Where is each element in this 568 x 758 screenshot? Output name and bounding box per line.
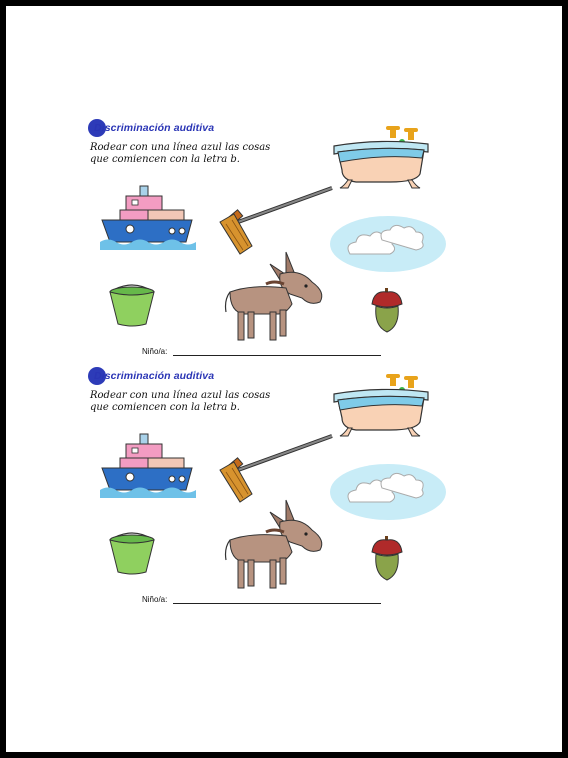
instruction-text (90, 390, 310, 414)
bucket-icon (106, 282, 158, 328)
boat-icon (100, 184, 198, 254)
bathtub-icon (330, 370, 436, 442)
worksheet-page (6, 6, 562, 752)
section-title-text: Discriminación auditiva (94, 370, 215, 382)
clouds-icon (328, 462, 448, 522)
broom-icon (210, 432, 336, 504)
section-title-text: Discriminación auditiva (94, 122, 215, 134)
name-input-line[interactable] (173, 597, 381, 604)
section-title (88, 118, 215, 138)
instruction-line-1: Rodear con una línea azul las cosas (90, 390, 271, 401)
name-input-line[interactable] (173, 349, 381, 356)
clouds-icon (328, 214, 448, 274)
name-label: Niño/a: (142, 595, 168, 604)
instruction-line-2: que comiencen con la letra b. (90, 154, 240, 165)
instruction-text (90, 142, 310, 166)
acorn-icon (370, 288, 404, 334)
name-row (142, 344, 381, 356)
section-title (88, 366, 215, 386)
bucket-icon (106, 530, 158, 576)
boat-icon (100, 432, 198, 502)
worksheet-section-1 (6, 118, 562, 368)
instruction-line-2: que comiencen con la letra b. (90, 402, 240, 413)
acorn-icon (370, 536, 404, 582)
name-row (142, 592, 381, 604)
broom-icon (210, 184, 336, 256)
name-label: Niño/a: (142, 347, 168, 356)
donkey-icon (224, 248, 328, 344)
donkey-icon (224, 496, 328, 592)
worksheet-section-2 (6, 366, 562, 616)
instruction-line-1: Rodear con una línea azul las cosas (90, 142, 271, 153)
bathtub-icon (330, 122, 436, 194)
